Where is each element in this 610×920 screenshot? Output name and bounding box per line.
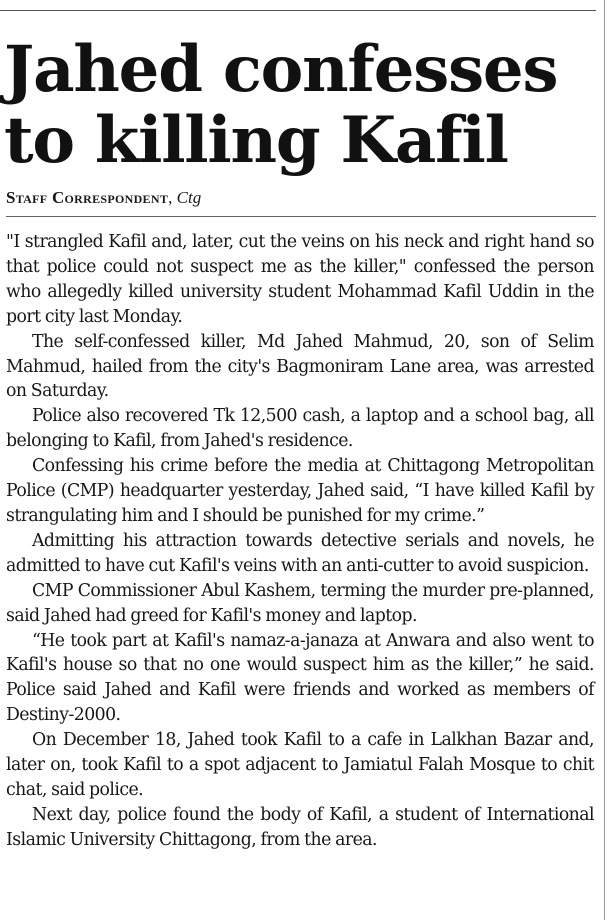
top-rule-divider xyxy=(0,10,596,11)
byline-rule-divider xyxy=(6,216,596,217)
body-paragraph: Police also recovered Tk 12,500 cash, a laptop and a school bag, all belonging to Kafil, from Jahed's residence. xyxy=(6,406,594,452)
body-paragraph: Confessing his crime before the media at Chittagong Metropolitan Police (CMP) headquarter yesterday, Jahed said, “I have killed Kafil by strangulating him and I should be punished for my crime.” xyxy=(6,456,594,526)
body-paragraph: Admitting his attraction towards detective serials and novels, he admitted to have cut Kafil's veins with an anti-cutter to avoid suspicion. xyxy=(6,530,594,576)
body-paragraph: The self-confessed killer, Md Jahed Mahmud, 20, son of Selim Mahmud, hailed from the city's Bagmoniram Lane area, was arrested on Saturday. xyxy=(6,331,594,402)
article-body xyxy=(6,230,594,853)
body-paragraph: CMP Commissioner Abul Kashem, terming the murder pre-planned, said Jahed had greed for Kafil's money and laptop. xyxy=(6,580,594,626)
body-paragraph: Next day, police found the body of Kafil, a student of International Islamic University Chittagong, from the area. xyxy=(6,804,594,850)
body-paragraph: “He took part at Kafil's namaz-a-janaza at Anwara and also went to Kafil's house so that no one would suspect him as the killer,” he said. Police said Jahed and Kafil were friends and worked as members of Destiny-2000. xyxy=(6,630,594,726)
body-paragraph: "I strangled Kafil and, later, cut the veins on his neck and right hand so that police could not suspect me as the killer," confessed the person who allegedly killed university student Mohammad Kafil Uddin in the port city last Monday. xyxy=(6,232,594,327)
body-paragraph: On December 18, Jahed took Kafil to a cafe in Lalkhan Bazar and, later on, took Kafil to a spot adjacent to Jamiatul Falah Mosque to chit chat, said police. xyxy=(6,730,594,800)
column-edge-rule xyxy=(604,0,605,920)
byline xyxy=(6,188,201,208)
byline-location: Ctg xyxy=(176,188,202,207)
byline-author: Staff Correspondent xyxy=(6,188,169,207)
byline-separator: , xyxy=(168,188,177,207)
headline: Jahed confesses to killing Kafil xyxy=(4,32,558,178)
